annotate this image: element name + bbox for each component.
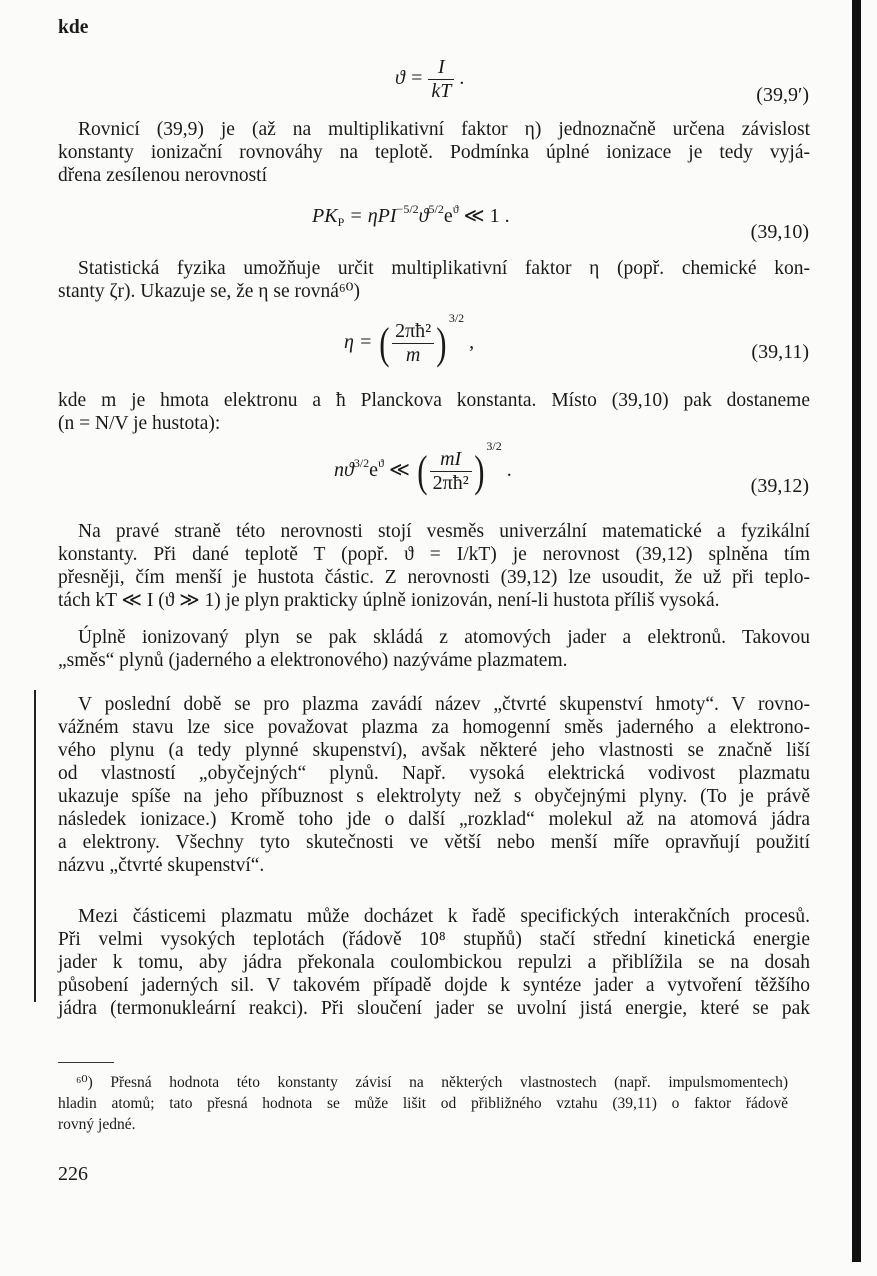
eq-part: = ηPI	[344, 205, 397, 227]
text-line: názvu „čtvrté skupenství“.	[58, 855, 265, 876]
text-line: a elektrony. Všechny tyto skutečnosti ve větší nebo menší míře opravňují použití	[58, 832, 810, 853]
text-line: jádra (termonukleární reakci). Při sloučení jader se uvolní jistá energie, které se pak	[58, 998, 810, 1019]
equation-label: (39,10)	[750, 221, 809, 243]
eq-sup: 3/2	[353, 456, 370, 471]
page-number: 226	[58, 1163, 88, 1185]
eq-part: ≪	[384, 459, 410, 482]
eq-sup: 5/2	[428, 202, 444, 216]
denominator: m	[405, 344, 421, 366]
equation-label: (39,9′)	[756, 84, 809, 106]
text-line: Při velmi vysokých teplotách (řádově 10⁸ stupňů) stačí střední kinetická energie	[58, 929, 810, 950]
text-line: hladin atomů; tato přesná hodnota se může lišit od přibližného vztahu (39,11) o faktor řádově	[58, 1095, 788, 1112]
eq-lhs: η =	[344, 331, 373, 354]
text-line: vého plynu (a tedy plynné skupenství), avšak některé jeho vlastnosti se značně liší	[58, 740, 810, 761]
eq-sub: P	[337, 215, 345, 229]
eq-sup: ϑ	[452, 202, 459, 216]
text-line: Mezi částicemi plazmatu může docházet k řadě specifických interakčních procesů.	[78, 906, 810, 927]
eq-part: PK	[312, 205, 338, 227]
text-line: rovný jedné.	[58, 1116, 136, 1133]
denominator: kT	[431, 80, 452, 102]
text-line: od vlastností „obyčejných“ plynů. Např. vysoká elektrická vodivost plazmatu	[58, 763, 810, 784]
numerator: mI	[430, 448, 472, 472]
eq-tail: ,	[469, 331, 475, 354]
eq-part: e	[369, 459, 379, 482]
text-line: tách kT ≪ I (ϑ ≫ 1) je plyn prakticky úplně ionizován, není-li hustota příliš vysoká.	[58, 590, 720, 611]
text-line: vážném stavu lze sice považovat plazma za homogenní směs jaderného a elektrono-	[58, 717, 810, 738]
fraction	[392, 320, 434, 367]
denominator: 2πħ²	[432, 472, 469, 494]
text-line: dřena zesílenou nerovností	[58, 165, 268, 186]
numerator: 2πħ²	[392, 320, 434, 344]
text-line: Úplně ionizovaný plyn se pak skládá z atomových jader a elektronů. Takovou	[78, 627, 810, 648]
text-line: V poslední době se pro plazma zavádí název „čtvrté skupenství hmoty“. V rovno-	[78, 694, 810, 715]
eq-tail: .	[459, 67, 465, 90]
eq-lhs: ϑ =	[395, 67, 424, 90]
equation-label: (39,11)	[751, 341, 809, 363]
text-line: jader k tomu, aby jádra překonala coulombickou repulzi a přiblížila se na dosah	[58, 952, 810, 973]
text-line: následek ionizace.) Kromě toho jde o další „rozklad“ molekul až na atomová jádra	[58, 809, 810, 830]
eq-exponent: 3/2	[448, 311, 465, 326]
text-line: Statistická fyzika umožňuje určit multiplikativní faktor η (popř. chemické kon-	[78, 258, 810, 279]
text-line: ukazuje spíše na jeho příbuznost s elektrolyty než s obyčejnými plyny. (To je právě	[58, 786, 810, 807]
eq-sup: ϑ	[378, 456, 385, 471]
footnote-rule	[58, 1062, 114, 1063]
fraction	[430, 448, 472, 495]
eq-sup: −5/2	[396, 202, 419, 216]
text-line: působení jaderných sil. V takovém případě dojde k syntéze jader a vytvoření těžšího	[58, 975, 810, 996]
equation-label: (39,12)	[750, 475, 809, 497]
text-line: stanty ζr). Ukazuje se, že η se rovná⁶⁰)	[58, 281, 360, 302]
eq-tail: .	[506, 459, 512, 482]
text-line: Na pravé straně této nerovnosti stojí vesměs univerzální matematické a fyzikální	[78, 521, 810, 542]
eq-part: e	[443, 205, 453, 227]
eq-part: ϑ	[418, 205, 429, 227]
margin-bar	[34, 690, 36, 1002]
text-line: ⁶⁰) Přesná hodnota této konstanty závisí na některých vlastnostech (např. impulsmomentech)	[76, 1074, 788, 1091]
text-line: „směs“ plynů (jaderného a elektronového) nazýváme plazmatem.	[58, 650, 568, 671]
scan-edge-bar	[852, 0, 861, 1262]
eq-part: ≪ 1 .	[458, 205, 510, 227]
numerator: I	[428, 56, 454, 80]
eq-part: nϑ	[334, 459, 354, 482]
text-line: (n = N/V je hustota):	[58, 413, 221, 434]
fraction	[428, 56, 454, 103]
text-line: kde m je hmota elektronu a ħ Planckova konstanta. Místo (39,10) pak dostaneme	[58, 390, 810, 411]
header-word: kde	[58, 17, 89, 38]
text-line: Rovnicí (39,9) je (až na multiplikativní faktor η) jednoznačně určena závislost	[78, 119, 810, 140]
eq-exponent: 3/2	[486, 439, 502, 454]
text-line: konstanty. Při dané teplotě T (popř. ϑ = I/kT) je nerovnost (39,12) splněna tím	[58, 544, 810, 565]
text-line: konstanty ionizační rovnováhy na teplotě. Podmínka úplné ionizace je tedy vyjá-	[58, 142, 810, 163]
text-line: přesněji, čím menší je hustota částic. Z nerovnosti (39,12) lze usoudit, že už při teplo-	[58, 567, 810, 588]
